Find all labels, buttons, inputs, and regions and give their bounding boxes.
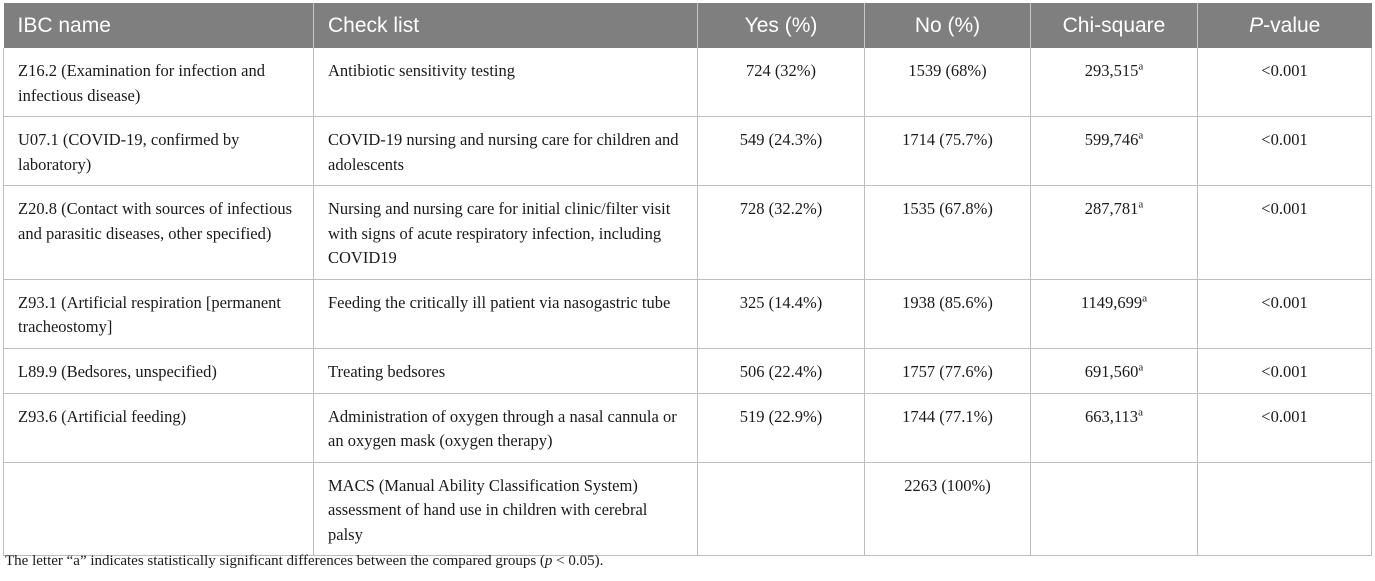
- cell-chi-square: [1031, 393, 1198, 462]
- table-row: [4, 117, 1372, 186]
- cell-yes: [698, 48, 865, 117]
- cell-p-value: [1198, 348, 1372, 393]
- cell-p-value-text: <0.001: [1261, 406, 1308, 426]
- cell-yes: [698, 348, 865, 393]
- significance-marker: a: [1142, 292, 1148, 304]
- table-body: [4, 48, 1372, 556]
- cell-yes-text: 325 (14.4%): [739, 292, 823, 312]
- table-row: [4, 186, 1372, 280]
- cell-p-value: [1198, 279, 1372, 348]
- cell-check-list: [314, 186, 698, 280]
- table-container: [3, 3, 1371, 556]
- cell-check-list-text: MACS (Manual Ability Classification System) assessment of hand use in children with cerebral palsy: [328, 475, 648, 544]
- table-row: [4, 393, 1372, 462]
- cell-chi-square-text: 691,560: [1084, 361, 1139, 381]
- cell-check-list: [314, 279, 698, 348]
- cell-yes-text: 506 (22.4%): [739, 361, 823, 381]
- cell-chi-square-text: 287,781: [1084, 199, 1139, 218]
- cell-no-text: 1539 (68%): [908, 61, 987, 80]
- cell-chi-square-text: 1149,699: [1080, 292, 1143, 312]
- cell-ibc-name-text: L89.9 (Bedsores, unspecified): [18, 361, 217, 381]
- footnote-tail: < 0.05).: [552, 553, 604, 569]
- footnote-p-italic: p: [544, 553, 553, 569]
- cell-yes-text: 728 (32.2%): [739, 199, 823, 218]
- cell-p-value: [1198, 393, 1372, 462]
- cell-no: [865, 186, 1031, 280]
- cell-yes: [698, 393, 865, 462]
- header-yes: Yes (%): [698, 3, 865, 48]
- cell-chi-square: [1031, 117, 1198, 186]
- cell-chi-square: [1031, 348, 1198, 393]
- cell-yes: [698, 117, 865, 186]
- cell-no-text: 1535 (67.8%): [902, 199, 993, 218]
- cell-no: [865, 279, 1031, 348]
- cell-check-list: [314, 48, 698, 117]
- cell-chi-square-text: 293,515: [1084, 61, 1139, 80]
- cell-check-list: [314, 393, 698, 462]
- cell-check-list-text: Administration of oxygen through a nasal cannula or an oxygen mask (oxygen therapy): [328, 406, 677, 450]
- cell-ibc-name: [4, 393, 314, 462]
- cell-no: [865, 48, 1031, 117]
- cell-ibc-name: [4, 462, 314, 556]
- header-ibc-name: IBC name: [4, 3, 314, 48]
- cell-ibc-name-text: Z20.8 (Contact with sources of infectious and parasitic diseases, other specified): [18, 199, 293, 243]
- cell-yes: [698, 279, 865, 348]
- cell-check-list-text: Treating bedsores: [328, 361, 446, 381]
- cell-no: [865, 348, 1031, 393]
- table-row: [4, 348, 1372, 393]
- cell-ibc-name: [4, 348, 314, 393]
- cell-yes: [698, 462, 865, 556]
- cell-no: [865, 117, 1031, 186]
- cell-check-list-text: Nursing and nursing care for initial clinic/filter visit with signs of acute respiratory infection, including COVID19: [328, 199, 671, 267]
- cell-ibc-name: [4, 117, 314, 186]
- cell-ibc-name: [4, 48, 314, 117]
- cell-yes-text: 519 (22.9%): [739, 406, 823, 426]
- cell-p-value-text: <0.001: [1261, 199, 1308, 218]
- header-p-rest: -value: [1263, 13, 1321, 37]
- table-row: [4, 48, 1372, 117]
- footnote-text: The letter “a” indicates statistically significant differences between the compared groups (: [5, 553, 545, 569]
- cell-check-list: [314, 117, 698, 186]
- header-row: [4, 3, 1372, 48]
- cell-p-value: [1198, 462, 1372, 556]
- cell-no: [865, 393, 1031, 462]
- cell-chi-square: [1031, 462, 1198, 556]
- cell-p-value: [1198, 186, 1372, 280]
- cell-chi-square-text: 663,113: [1085, 406, 1139, 426]
- cell-no-text: 1714 (75.7%): [902, 130, 993, 149]
- significance-marker: a: [1138, 406, 1143, 418]
- table-footnote: [5, 553, 603, 570]
- cell-no: [865, 462, 1031, 556]
- cell-no-text: 2263 (100%): [904, 475, 991, 495]
- table-row: [4, 279, 1372, 348]
- cell-p-value: [1198, 117, 1372, 186]
- header-no: No (%): [865, 3, 1031, 48]
- cell-ibc-name-text: Z93.6 (Artificial feeding): [18, 406, 187, 426]
- cell-chi-square-text: 599,746: [1084, 130, 1139, 149]
- table-header: [4, 3, 1372, 48]
- data-table: [3, 3, 1372, 556]
- significance-marker: a: [1138, 60, 1144, 73]
- cell-no-text: 1757 (77.6%): [902, 361, 993, 381]
- cell-no-text: 1744 (77.1%): [902, 406, 993, 426]
- cell-ibc-name-text: U07.1 (COVID-19, confirmed by laboratory): [18, 130, 240, 174]
- cell-check-list-text: Feeding the critically ill patient via nasogastric tube: [328, 292, 671, 312]
- significance-marker: a: [1138, 198, 1144, 211]
- cell-p-value: [1198, 48, 1372, 117]
- cell-check-list: [314, 462, 698, 556]
- cell-ibc-name: [4, 279, 314, 348]
- header-chi-square: Chi-square: [1031, 3, 1198, 48]
- cell-check-list-text: Antibiotic sensitivity testing: [328, 61, 515, 80]
- significance-marker: a: [1138, 129, 1144, 142]
- cell-chi-square: [1031, 186, 1198, 280]
- cell-yes-text: 724 (32%): [745, 61, 817, 80]
- cell-check-list-text: COVID-19 nursing and nursing care for children and adolescents: [328, 130, 679, 174]
- cell-p-value-text: <0.001: [1261, 292, 1308, 312]
- cell-chi-square: [1031, 48, 1198, 117]
- header-p-italic: P: [1249, 13, 1264, 37]
- cell-yes: [698, 186, 865, 280]
- cell-p-value-text: <0.001: [1261, 361, 1308, 381]
- cell-yes-text: 549 (24.3%): [739, 130, 823, 149]
- table-row: [4, 462, 1372, 556]
- significance-marker: a: [1138, 361, 1144, 373]
- cell-check-list: [314, 348, 698, 393]
- cell-p-value-text: <0.001: [1261, 130, 1308, 149]
- cell-ibc-name: [4, 186, 314, 280]
- header-check-list: Check list: [314, 3, 698, 48]
- cell-no-text: 1938 (85.6%): [902, 292, 993, 312]
- cell-chi-square: [1031, 279, 1198, 348]
- cell-ibc-name-text: Z93.1 (Artificial respiration [permanent tracheostomy]: [18, 292, 281, 336]
- header-p-value: [1198, 3, 1372, 48]
- cell-ibc-name-text: Z16.2 (Examination for infection and infectious disease): [18, 61, 265, 105]
- cell-p-value-text: <0.001: [1261, 61, 1308, 80]
